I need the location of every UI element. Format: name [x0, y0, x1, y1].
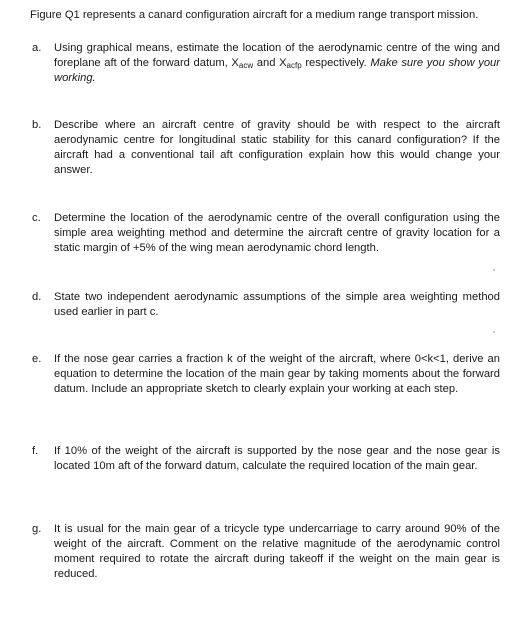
- question-f: [30, 444, 500, 474]
- question-body: Determine the location of the aerodynamic centre of the overall configuration using the simple area weighting method and determine the aircraft centre of gravity location for a static margin of +5% of the wing mean aerodynamic chord length.: [54, 212, 500, 254]
- question-body: It is usual for the main gear of a tricycle type undercarriage to carry around 90% of the weight of the aircraft. Comment on the relative magnitude of the aerodynamic control moment required to rotate the aircraft during takeoff if the weight on the main gear is reduced.: [54, 523, 500, 580]
- question-g: [30, 522, 500, 582]
- question-letter: e.: [32, 353, 42, 365]
- question-body: Describe where an aircraft centre of gravity should be with respect to the aircraft aerodynamic centre for longitudinal static stability for this canard configuration? If the aircraft had a conventional tail aft configuration explain how this would change your answer.: [54, 119, 500, 176]
- question-a: [30, 41, 500, 86]
- question-letter: d.: [32, 291, 42, 303]
- question-letter: f.: [32, 445, 39, 457]
- question-letter: g.: [32, 523, 42, 535]
- question-e: [30, 352, 500, 397]
- scan-mark: [493, 331, 495, 333]
- question-letter: c.: [32, 212, 41, 224]
- intro-text: Figure Q1 represents a canard configuration aircraft for a medium range transport mission.: [30, 9, 479, 21]
- instruction-emphasis: Make sure you show your working.: [54, 57, 500, 84]
- question-body: Using graphical means, estimate the location of the aerodynamic centre of the wing and foreplane aft of the forward datum, $X_{acw}$ and $X_{acfp}$ respectively. Make sure you show your working.: [54, 42, 500, 84]
- question-body: If 10% of the weight of the aircraft is supported by the nose gear and the nose gear is located 10m aft of the forward datum, calculate the required location of the main gear.: [54, 445, 500, 472]
- question-letter: a.: [32, 42, 42, 54]
- question-body: If the nose gear carries a fraction k of the weight of the aircraft, where 0<k<1, derive an equation to determine the location of the main gear by taking moments about the forward datum. Include an appropriate sketch to clearly explain your working at each step.: [54, 353, 500, 395]
- question-body: State two independent aerodynamic assumptions of the simple area weighting method used earlier in part c.: [54, 291, 500, 318]
- question-b: [30, 118, 500, 178]
- question-d: [30, 290, 500, 320]
- question-c: [30, 211, 500, 256]
- scan-mark: [493, 269, 495, 271]
- question-letter: b.: [32, 119, 42, 131]
